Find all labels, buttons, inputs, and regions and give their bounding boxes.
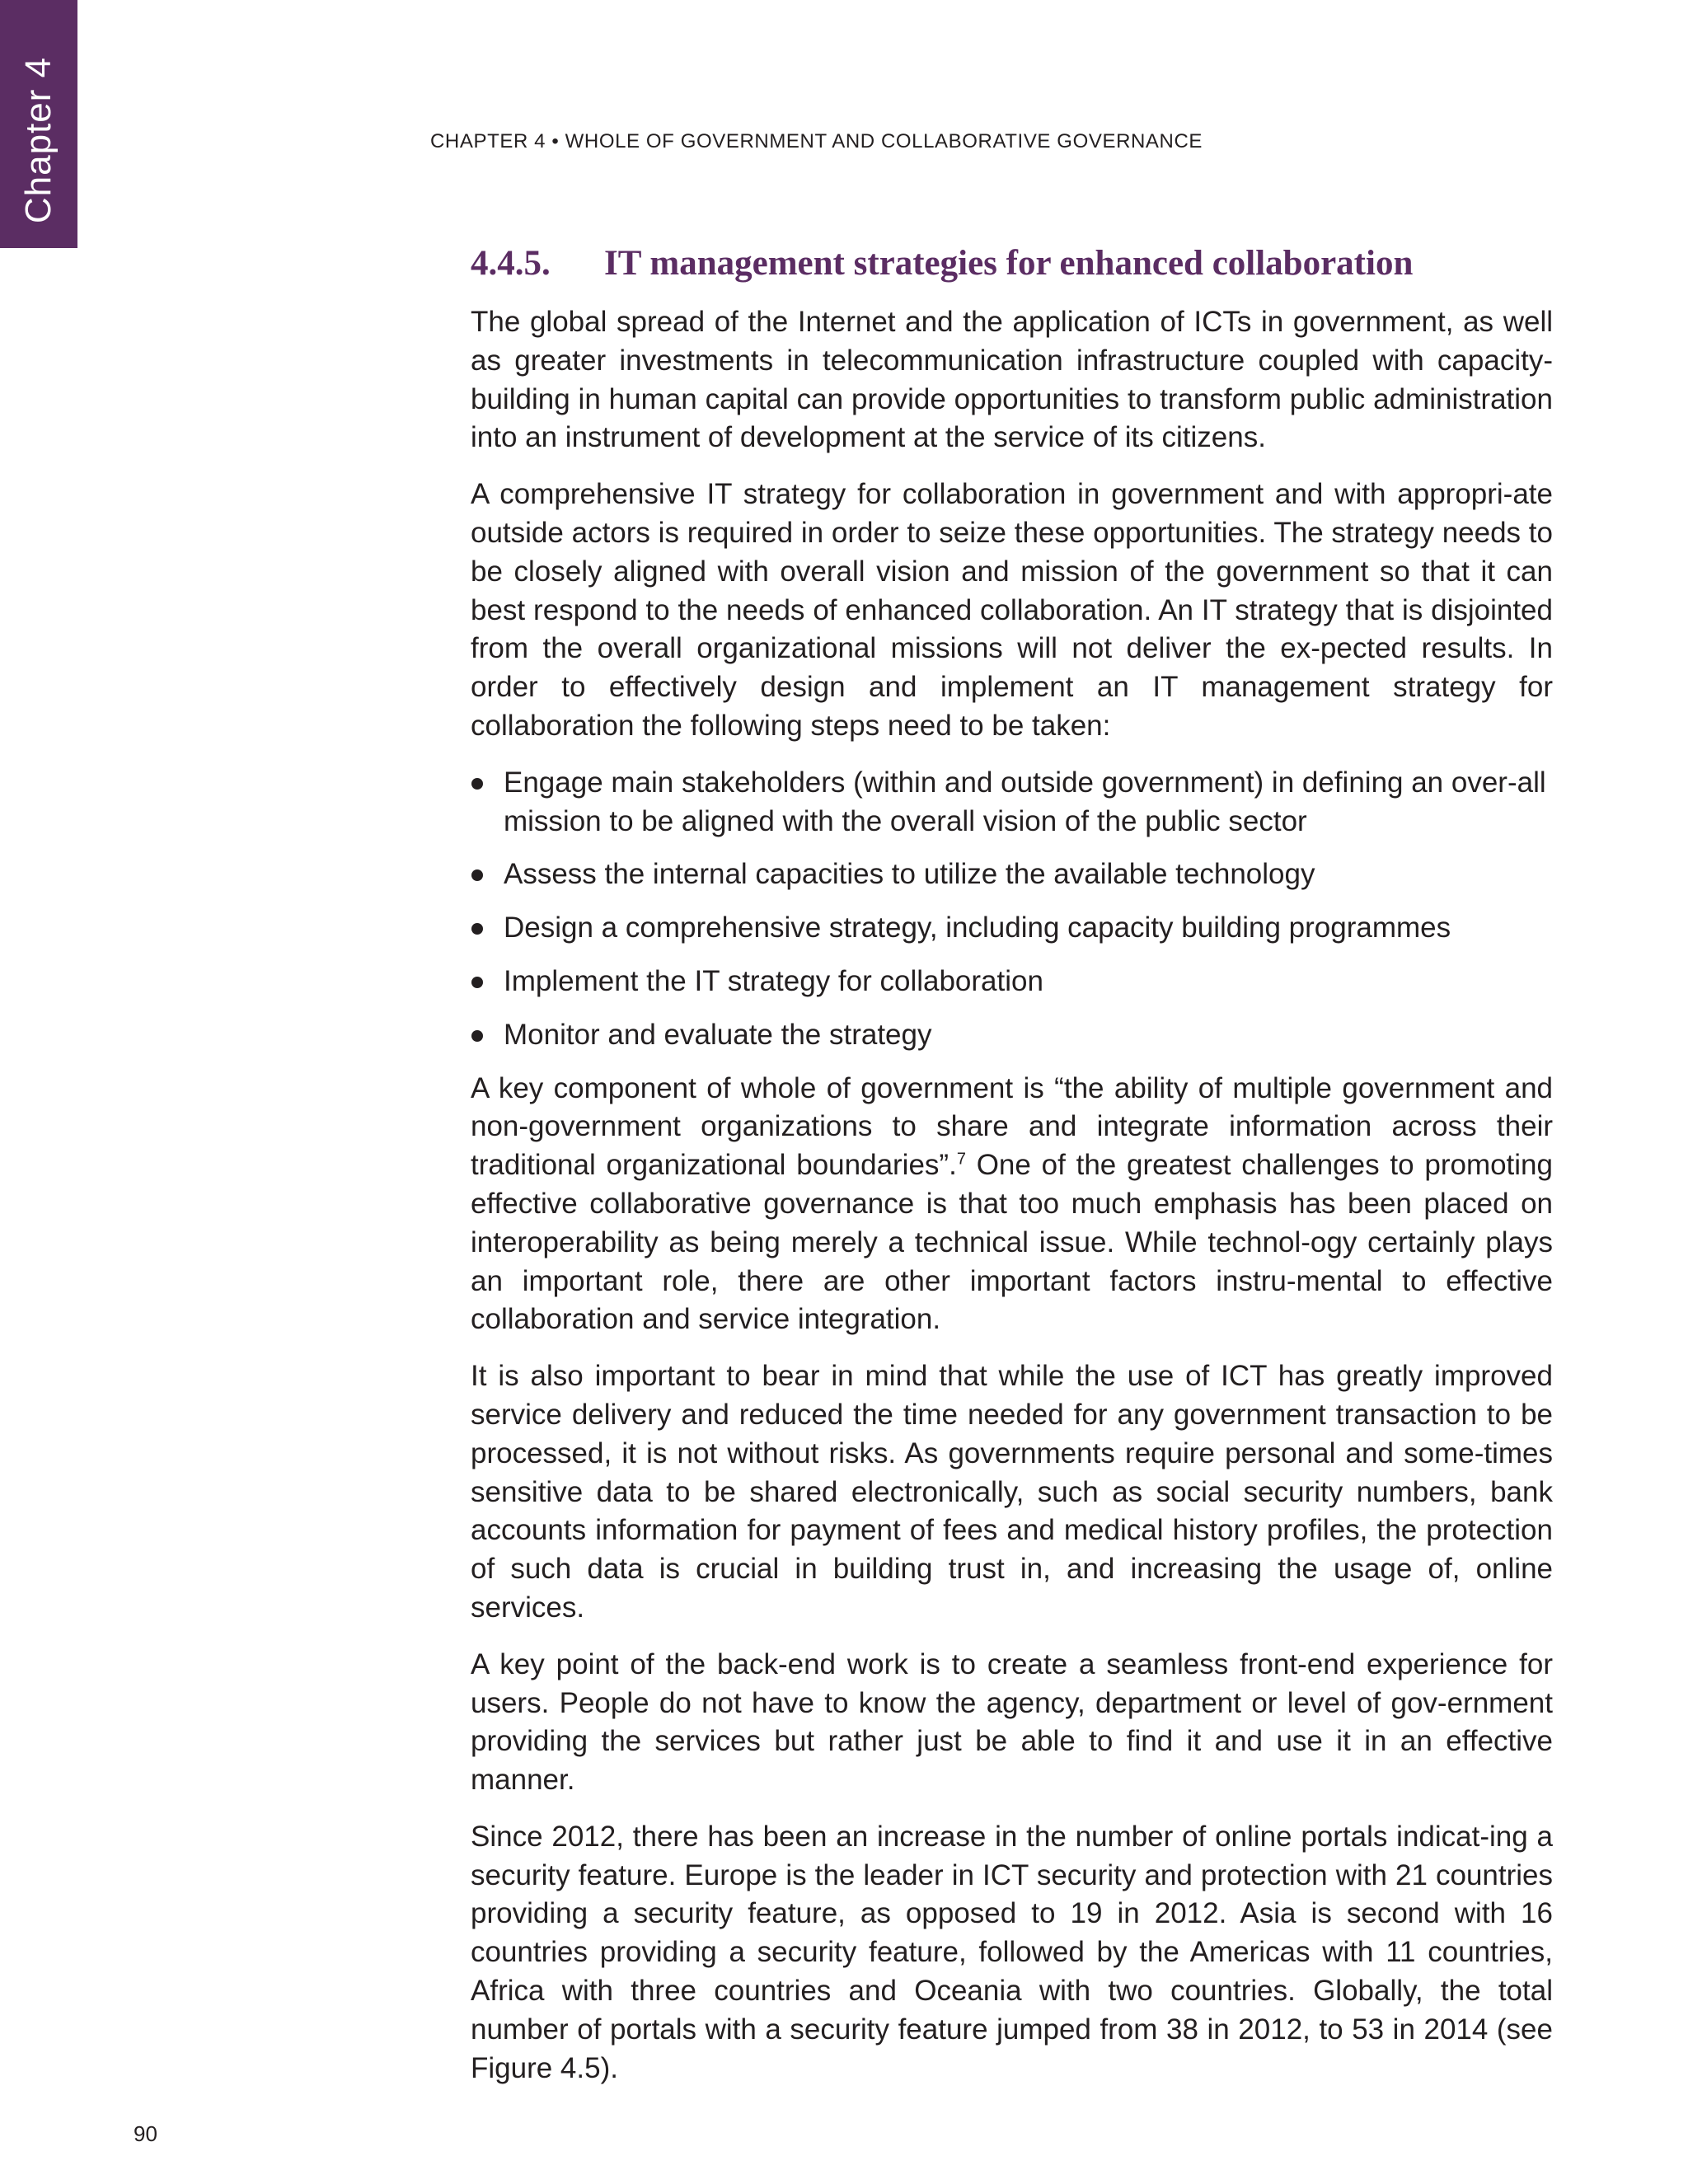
chapter-tab-label: Chapter 4 xyxy=(18,56,59,224)
steps-list xyxy=(471,764,1553,1055)
bullet-icon xyxy=(471,977,483,988)
list-item-text: Design a comprehensive strategy, including capacity building programmes xyxy=(504,912,1451,944)
paragraph-5: A key point of the back-end work is to create a seamless front-end experience for users. People do not have to know the agency, department or level of gov-ernment providing the services but rather just be able to find it and use it in an effective manner. xyxy=(471,1647,1553,1797)
paragraph-2: A comprehensive IT strategy for collaboration in government and with appropri-ate outside actors is required in order to seize these opportunities. The strategy needs to be closely aligned with overall vision and mission of the government so that it can best respond to the needs of enhanced collaboration. An IT strategy that is disjointed from the overall organizational missions will not deliver the ex-pected results. In order to effectively design and implement an IT management strategy for collaboration the following steps need to be taken: xyxy=(471,478,1553,742)
list-item xyxy=(471,764,1553,841)
list-item-text: Assess the internal capacities to utilize the available technology xyxy=(504,858,1315,891)
bullet-icon xyxy=(471,1030,483,1042)
section-heading xyxy=(471,241,1553,287)
list-item-text: Implement the IT strategy for collaboration xyxy=(504,964,1043,997)
bullet-icon xyxy=(471,778,483,790)
list-item xyxy=(471,855,1553,894)
list-item xyxy=(471,909,1553,948)
list-item xyxy=(471,963,1553,1001)
running-header: CHAPTER 4 • WHOLE OF GOVERNMENT AND COLLABORATIVE GOVERNANCE xyxy=(430,130,1203,152)
list-item xyxy=(471,1016,1553,1055)
paragraph-3-text-continued: One of the greatest challenges to promoting effective collaborative governance is that too much emphasis has been placed on interoperability as being merely a technical issue. While technol-ogy certainly plays an important role, there are other important factors instru-mental to effective collaboration and service integration. xyxy=(471,1149,1553,1336)
list-item-text: Monitor and evaluate the strategy xyxy=(504,1018,932,1051)
paragraph-1: The global spread of the Internet and the application of ICTs in government, as well as greater investments in telecommunication infrastructure coupled with capacity-building in human capital can provide opportunities to transform public administration into an instrument of development at the service of its citizens. xyxy=(471,306,1553,454)
paragraph-4: It is also important to bear in mind that while the use of ICT has greatly improved service delivery and reduced the time needed for any government transaction to be processed, it is not without risks. As governments require personal and some-times sensitive data to be shared electronically, such as social security numbers, bank accounts information for payment of fees and medical history profiles, the protection of such data is crucial in building trust in, and increasing the usage of, online services. xyxy=(471,1360,1553,1624)
page-number: 90 xyxy=(134,2121,157,2146)
paragraph-3 xyxy=(471,1070,1553,1340)
paragraph-6: Since 2012, there has been an increase in the number of online portals indicat-ing a security feature. Europe is the leader in ICT security and protection with 21 countries providing a security feature, as opposed to 19 in 2012. Asia is second with 16 countries providing a security feature, followed by the Americas with 11 countries, Africa with three countries and Oceania with two countries. Globally, the total number of portals with a security feature jumped from 38 in 2012, to 53 in 2014 (see Figure 4.5). xyxy=(471,1820,1553,2084)
list-item-text: Engage main stakeholders (within and outside government) in defining an over-all mission to be aligned with the overall vision of the public sector xyxy=(504,766,1546,837)
section-number: 4.4.5. xyxy=(471,244,551,283)
section-title: IT management strategies for enhanced collaboration xyxy=(604,244,1414,283)
footnote-reference[interactable]: 7 xyxy=(956,1150,966,1169)
main-content xyxy=(471,241,1553,2106)
chapter-tab xyxy=(0,0,77,248)
bullet-icon xyxy=(471,869,483,881)
paragraph-3-text: A key component of whole of government is “the ability of multiple government and non-government organizations to share and integrate information across their traditional organizational boundaries”. xyxy=(471,1071,1553,1182)
bullet-icon xyxy=(471,923,483,935)
